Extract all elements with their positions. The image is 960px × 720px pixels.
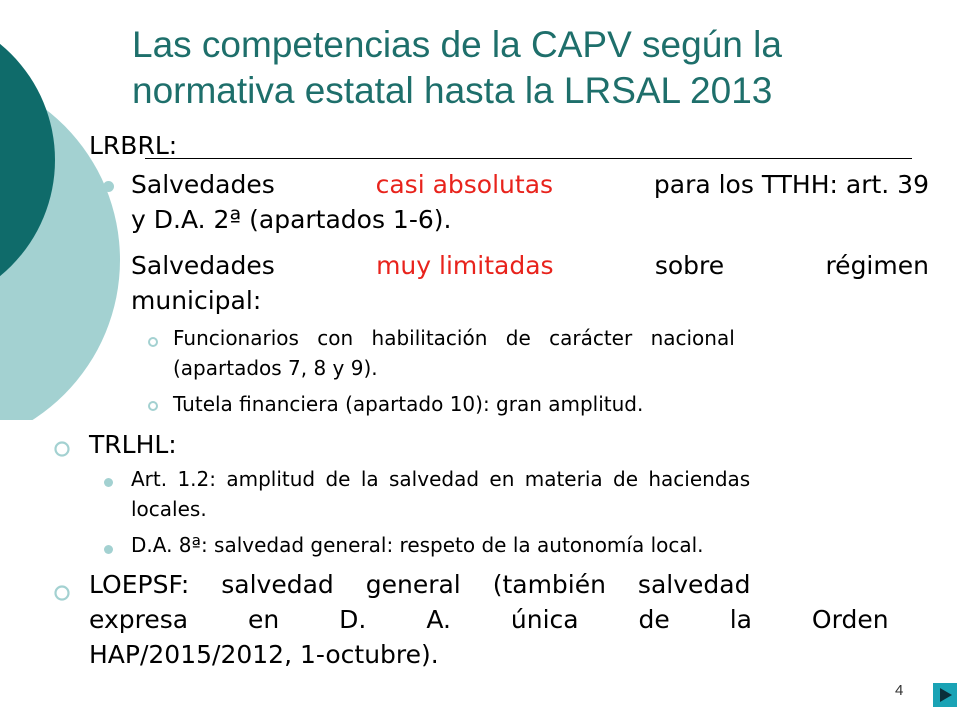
lrbrl-heading: LRBRL: (89, 131, 178, 160)
trlhl-item-1-line-1: Art. 1.2: amplitud de la salvedad en materia de haciendas (131, 467, 751, 491)
loepsf-line-3: HAP/2015/2012, 1-octubre). (89, 640, 439, 669)
lrbrl-item-2-text-a: Salvedades (131, 251, 275, 280)
subitem-2-line-1: Tutela financiera (apartado 10): gran amplitud. (173, 392, 644, 416)
filled-circle-bullet-icon (103, 263, 114, 274)
lrbrl-item-1-line-2: y D.A. 2ª (apartados 1-6). (131, 205, 452, 234)
loepsf-line-1: LOEPSF: salvedad general (también salvedad (89, 570, 751, 599)
lrbrl-item-2-text-b: sobre (654, 251, 725, 280)
page-number: 4 (895, 682, 904, 699)
subitem-1-line-2: (apartados 7, 8 y 9). (173, 356, 378, 380)
slide-title-line-1: Las competencias de la CAPV según la (132, 24, 782, 65)
filled-circle-bullet-icon (104, 545, 113, 554)
lrbrl-item-2-text-c: régimen (825, 251, 929, 280)
play-triangle-icon (933, 683, 957, 707)
ring-bullet-icon (147, 336, 159, 348)
slide-title-line-2: normativa estatal hasta la LRSAL 2013 (132, 70, 773, 111)
lrbrl-item-2-highlight: muy limitadas (376, 251, 554, 280)
trlhl-item-2-line-1: D.A. 8ª: salvedad general: respeto de la autonomía local. (131, 533, 704, 557)
ring-bullet-icon (147, 400, 159, 412)
lrbrl-item-1-highlight: casi absolutas (375, 170, 554, 199)
ring-bullet-icon (53, 584, 71, 602)
subitem-1-line-1 (173, 326, 929, 350)
filled-circle-bullet-icon (103, 181, 114, 192)
loepsf-line-2: expresa en D. A. única de la Orden (89, 605, 889, 634)
next-slide-button[interactable] (933, 683, 957, 707)
filled-circle-bullet-icon (104, 478, 113, 487)
ring-bullet-icon (53, 440, 71, 458)
subitem-1-text: Funcionarios con habilitación de carácter nacional (173, 326, 735, 350)
trlhl-heading: TRLHL: (89, 430, 177, 459)
lrbrl-item-2-line-2: municipal: (131, 286, 262, 315)
lrbrl-item-1-line-1 (131, 170, 929, 199)
lrbrl-item-1-text-a: Salvedades (131, 170, 275, 199)
lrbrl-item-2-line-1 (131, 251, 929, 280)
lrbrl-item-1-text-b: para los TTHH: art. 39 (653, 170, 929, 199)
trlhl-item-1-line-2: locales. (131, 497, 207, 521)
